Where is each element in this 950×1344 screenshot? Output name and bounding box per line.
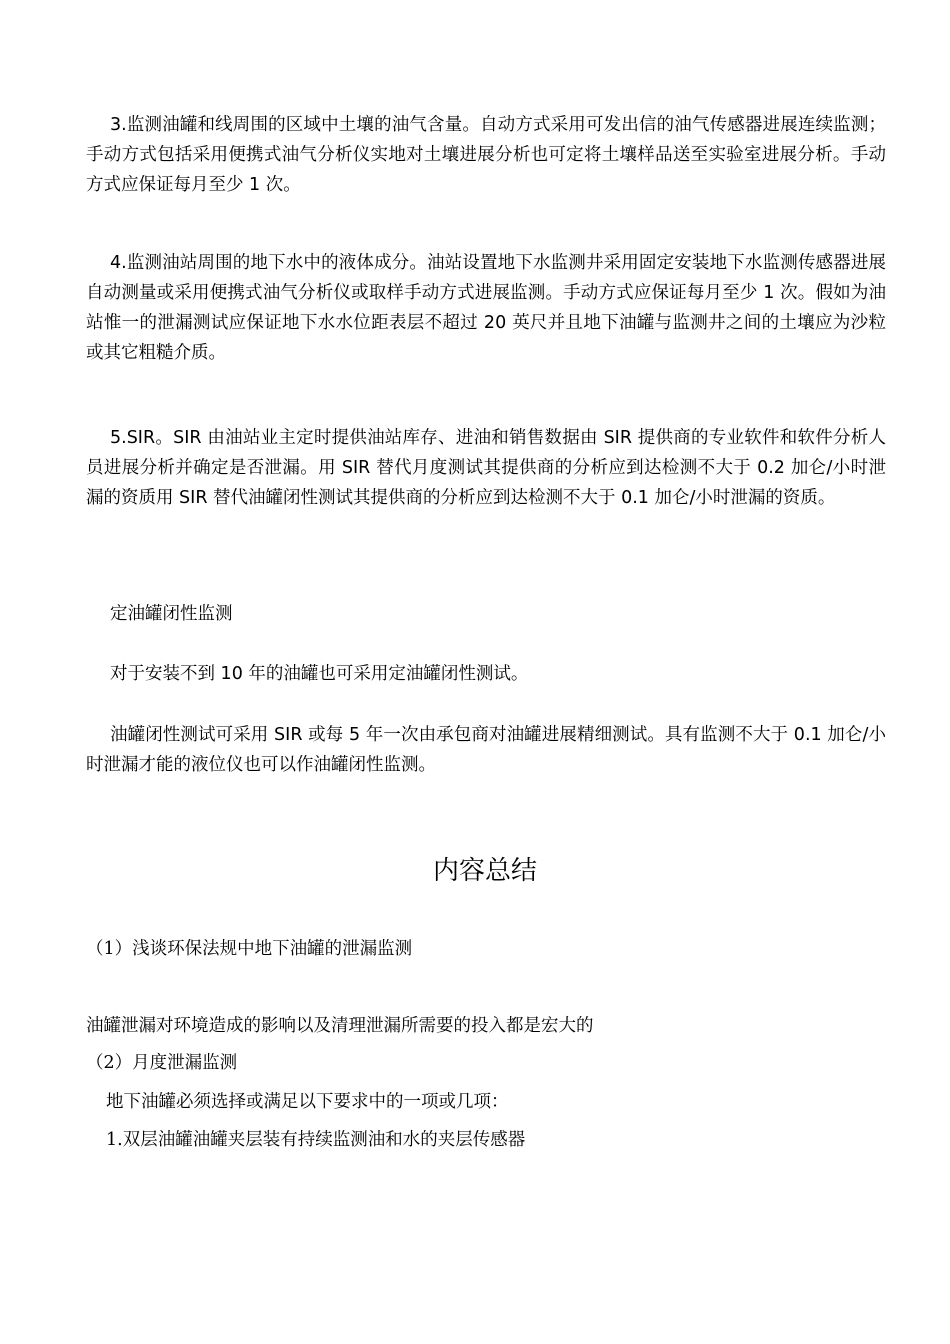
summary-title: 内容总结: [432, 856, 537, 886]
subheading-tank-tightness: 定油罐闭性监测: [110, 604, 233, 624]
paragraph-new-tank-testing: 对于安装不到 10 年的油罐也可采用定油罐闭性测试。: [110, 664, 529, 684]
paragraph-soil-vapor-monitoring: 3.监测油罐和线周围的区域中土壤的油气含量。自动方式采用可发出信的油气传感器进展连续监测；手动方式包括采用便携式油气分析仪实地对土壤进展分析也可定将土壤样品送至实验室进展分析。手动方式应保证每月至少 1 次。: [86, 115, 886, 195]
summary-line-requirements: 地下油罐必须选择或满足以下要求中的一项或几项：: [106, 1092, 509, 1112]
paragraph-sir: 5.SIR。SIR 由油站业主定时提供油站库存、进油和销售数据由 SIR 提供商的专业软件和软件分析人员进展分析并确定是否泄漏。用 SIR 替代月度测试其提供商的分析应到达检测不大于 0.2 加仑/小时泄漏的资质用 SIR 替代油罐闭性测试其提供商的分析应到达检测不大于 0.1 加仑/小时泄漏的资质。: [86, 428, 886, 508]
summary-item-2-text: 月度泄漏监测: [132, 1053, 238, 1073]
paragraph-tightness-testing: 油罐闭性测试可采用 SIR 或每 5 年一次由承包商对油罐进展精细测试。具有监测不大于 0.1 加仑/小时泄漏才能的液位仪也可以作油罐闭性监测。: [86, 725, 886, 775]
summary-item-1: [86, 934, 412, 964]
summary-line-double-wall-text: 双层油罐油罐夹层装有持续监测油和水的夹层传感器: [122, 1130, 526, 1150]
summary-item-1-text: 浅谈环保法规中地下油罐的泄漏监测: [132, 939, 413, 959]
summary-line-double-wall: [106, 1125, 525, 1155]
summary-item-2-number: （2）: [86, 1053, 133, 1073]
summary-line-leak-impact: 油罐泄漏对环境造成的影响以及清理泄漏所需要的投入都是宏大的: [86, 1016, 594, 1036]
summary-item-1-number: （1）: [86, 939, 133, 959]
paragraph-groundwater-monitoring: 4.监测油站周围的地下水中的液体成分。油站设置地下水监测井采用固定安装地下水监测传感器进展自动测量或采用便携式油气分析仪或取样手动方式进展监测。手动方式应保证每月至少 1 次。假如为油站惟一的泄漏测试应保证地下水水位距表层不超过 20 英尺并且地下油罐与监测井之间的土壤应为沙粒或其它粗糙介质。: [86, 253, 886, 363]
summary-item-2: [86, 1048, 237, 1078]
summary-line-double-wall-number: 1.: [106, 1130, 123, 1150]
